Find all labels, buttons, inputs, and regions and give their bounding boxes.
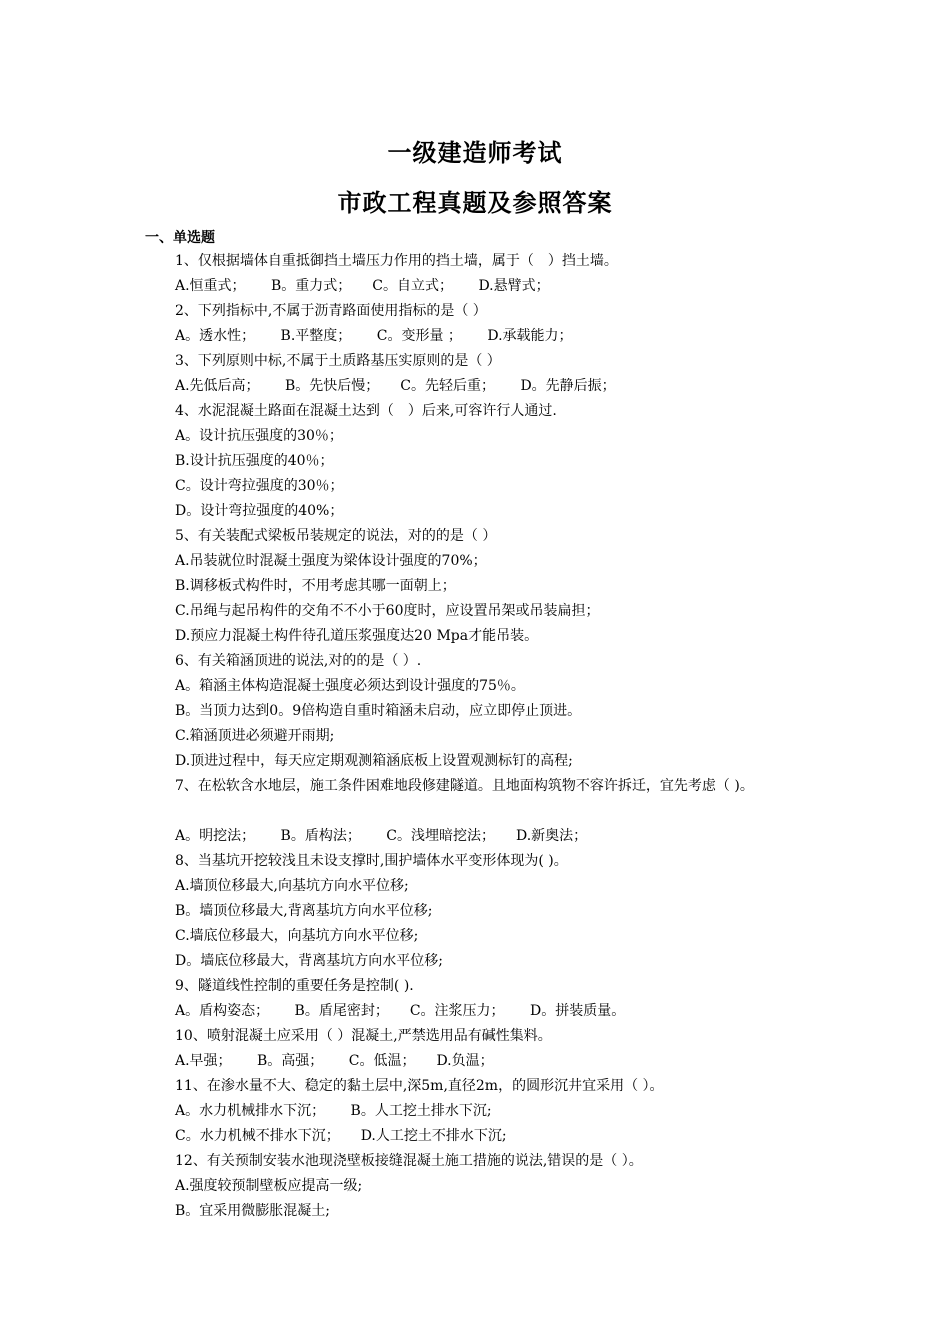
question-options: A.先低后高； B。先快后慢； C。先轻后重； D。先静后振； xyxy=(175,378,616,394)
question-option: A.强度较预制壁板应提高一级; xyxy=(175,1178,363,1194)
question-stem: 1、仅根据墙体自重抵御挡土墙压力作用的挡土墙，属于（ ）挡土墙。 xyxy=(175,253,618,269)
question-stem: 11、在渗水量不大、稳定的黏土层中,深5m,直径2m，的圆形沉井宜采用（ ）。 xyxy=(175,1078,664,1094)
question-stem: 9、隧道线性控制的重要任务是控制( ). xyxy=(175,978,414,994)
question-option: C.吊绳与起吊构件的交角不不小于60度时，应设置吊架或吊装扁担； xyxy=(175,603,600,619)
question-option: D.预应力混凝土构件待孔道压浆强度达20 Mpa才能吊装。 xyxy=(175,628,539,644)
question-list xyxy=(145,249,810,1224)
question-options: A。盾构姿态； B。盾尾密封； C。注浆压力； D。拼装质量。 xyxy=(175,1003,626,1019)
question-option: B.设计抗压强度的40％； xyxy=(175,453,334,469)
question-stem: 2、下列指标中,不属于沥青路面使用指标的是（ ） xyxy=(175,303,487,319)
question-stem: 8、当基坑开挖较浅且未设支撑时,围护墙体水平变形体现为( )。 xyxy=(175,853,568,869)
question-options: A.恒重式； B。重力式； C。自立式； D.悬臂式； xyxy=(175,278,550,294)
question-stem: 10、喷射混凝土应采用（ ）混凝土,严禁选用品有碱性集料。 xyxy=(175,1028,552,1044)
question-option: A。箱涵主体构造混凝土强度必须达到设计强度的75％。 xyxy=(175,678,525,694)
question-stem: 4、水泥混凝土路面在混凝土达到（ ）后来,可容许行人通过. xyxy=(175,403,557,419)
question-stem: 12、有关预制安装水池现浇壁板接缝混凝土施工措施的说法,错误的是（ ）。 xyxy=(175,1153,643,1169)
question-option: D。墙底位移最大，背离基坑方向水平位移; xyxy=(175,953,443,969)
question-stem: 6、有关箱涵顶进的说法,对的的是（ ）. xyxy=(175,653,422,669)
question-options: A。明挖法； B。盾构法； C。浅埋暗挖法； D.新奥法； xyxy=(175,828,588,844)
question-option: D.顶进过程中，每天应定期观测箱涵底板上设置观测标钉的高程; xyxy=(175,753,573,769)
question-option: C.墙底位移最大，向基坑方向水平位移; xyxy=(175,928,419,944)
document-title: 一级建造师考试 xyxy=(387,139,563,167)
question-option: B。宜采用微膨胀混凝土; xyxy=(175,1203,331,1219)
question-option: B。墙顶位移最大,背离基坑方向水平位移; xyxy=(175,903,433,919)
question-option: B。当顶力达到0。9倍构造自重时箱涵未启动，应立即停止顶进。 xyxy=(175,703,582,719)
question-option: C.箱涵顶进必须避开雨期; xyxy=(175,728,335,744)
question-stem: 5、有关装配式梁板吊装规定的说法，对的的是（ ） xyxy=(175,528,497,544)
question-option: C。设计弯拉强度的30％； xyxy=(175,478,344,494)
question-option: D。设计弯拉强度的40%； xyxy=(175,503,344,519)
question-option: C。水力机械不排水下沉； D.人工挖土不排水下沉; xyxy=(175,1128,507,1144)
question-stem: 3、下列原则中标,不属于土质路基压实原则的是（ ） xyxy=(175,353,501,369)
question-option: B.调移板式构件时，不用考虑其哪一面朝上； xyxy=(175,578,456,594)
question-options: A。透水性； B.平整度； C。变形量 ； D.承载能力； xyxy=(175,328,573,344)
question-option: A.墙顶位移最大,向基坑方向水平位移; xyxy=(175,878,409,894)
question-option: A。水力机械排水下沉； B。人工挖土排水下沉; xyxy=(175,1103,492,1119)
question-option: A.吊装就位时混凝土强度为梁体设计强度的70%； xyxy=(175,553,487,569)
document-subtitle: 市政工程真题及参照答案 xyxy=(337,189,613,217)
section-heading: 一、单选题 xyxy=(145,230,215,246)
question-option: A。设计抗压强度的30％； xyxy=(175,428,343,444)
question-options: A.早强； B。高强； C。低温； D.负温； xyxy=(175,1053,494,1069)
question-stem: 7、在松软含水地层，施工条件困难地段修建隧道。且地面构筑物不容许拆迁，宜先考虑（ )。 xyxy=(175,778,754,794)
